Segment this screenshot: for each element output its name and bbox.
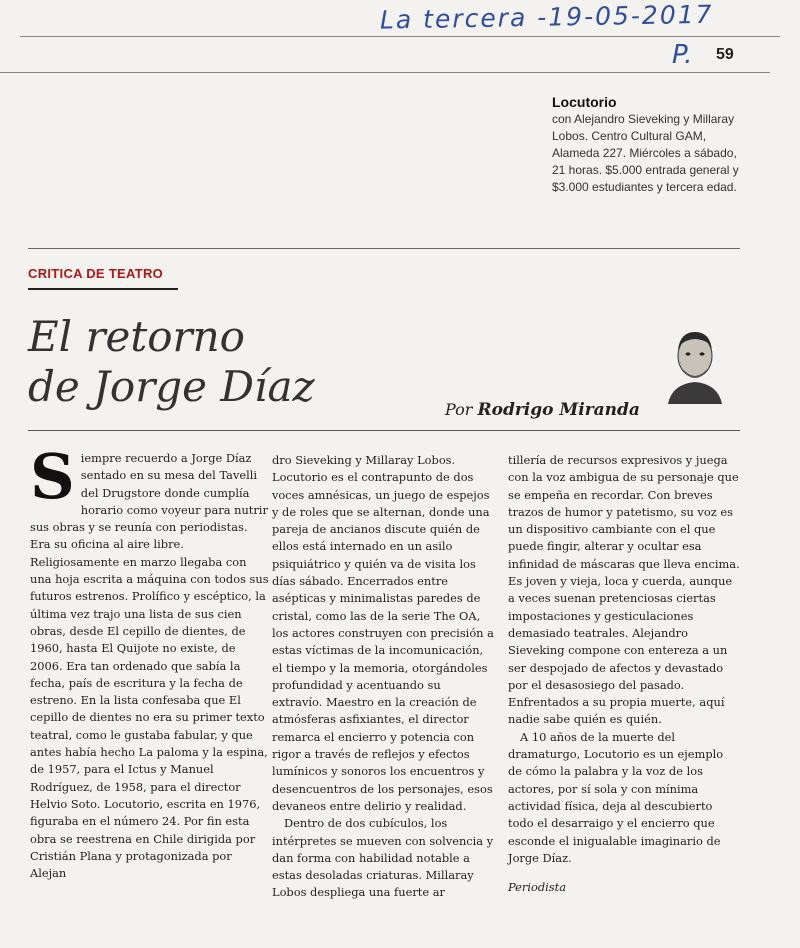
byline-author: Rodrigo Miranda [477, 400, 640, 420]
info-box [552, 94, 752, 196]
info-box-body: con Alejandro Sieveking y Millaray Lobos. Centro Cultural GAM, Alameda 227. Miércoles a sábado, 21 horas. $5.000 entrada general y $3.000 estudiantes y tercera edad. [552, 112, 739, 194]
page-number: 59 [716, 46, 734, 63]
handwritten-source-note: La tercera -19-05-2017 [379, 0, 714, 35]
column-3-paragraph-2: A 10 años de la muerte del dramaturgo, Locutorio es un ejemplo de cómo la palabra y la voz de los actores, por sí sola y con mínima actividad física, deja al descubierto todo el desarraigo y el encierro que esconde el inigualable imaginario de Jorge Díaz. [508, 729, 724, 865]
column-2-paragraph-1: dro Sieveking y Millaray Lobos. Locutorio es el contrapunto de dos voces amnésicas, un juego de espejos y de roles que se alternan, donde una pareja de ancianos discute quién de ellos está internado en un asilo psiquiátrico y quién va de visita los días sábado. Encerrados entre asépticas y minimalistas paredes de cristal, como las de la serie The OA, los actores construyen con precisión a estas víctimas de la incomunicación, el tiempo y la memoria, otorgándoles profundidad y acentuando su extravío. Maestro en la creación de atmósferas asfixiantes, el director remarca el encierro y potencia con rigor a través de reflejos y efectos lumínicos y sonoros los encuentros y desencuentros de los personajes, esos devaneos entre delirio y realidad. [272, 453, 494, 813]
article-top-rule [28, 248, 740, 249]
info-box-title: Locutorio [552, 94, 617, 110]
byline-rule [28, 430, 740, 431]
byline-prefix: Por [445, 400, 473, 419]
section-underline [28, 288, 178, 290]
headline-line-1: El retorno [28, 312, 245, 361]
article-column-2 [272, 452, 494, 902]
column-2-paragraph-2: Dentro de dos cubículos, los intérpretes se mueven con solvencia y dan forma con habilidad notable a estas desoladas criaturas. Millaray Lobos despliega una fuerte ar [272, 816, 494, 900]
author-signoff: Periodista [508, 880, 566, 895]
column-1-paragraph: iempre recuerdo a Jorge Díaz sentado en su mesa del Tavelli del Drugstore donde cumplía horario como voyeur para nutrir sus obras y se reunía con periodistas. Era su oficina al aire libre. Religiosamente en marzo llegaba con una hoja escrita a máquina con todos sus futuros estrenos. Prolífico y escéptico, la última vez trajo una lista de sus cien obras, desde El cepillo de dientes, de 1960, hasta El Quijote no existe, de 2006. Era tan ordenado que sabía la fecha, país de escritura y la fecha de estreno. En la lista confesaba que El cepillo de dientes no era su primer texto teatral, como le gustaba fabular, y que antes había hecho La paloma y la espina, de 1957, para el Ictus y Manuel Rodríguez, de 1958, para el director Helvio Soto. Locutorio, escrita en 1976, figuraba en el número 24. Por fin esta obra se reestrena en Chile dirigida por Cristián Plana y protagonizada por Alejan [30, 451, 269, 881]
section-label: CRITICA DE TEATRO [28, 266, 164, 281]
article-column-1 [30, 440, 270, 882]
column-3-paragraph-1: tillería de recursos expresivos y juega con la voz ambigua de su personaje que se empeña en recordar. Con breves trazos de humor y patetismo, su voz es un dispositivo cambiante con el que puede fingir, alterar y ocultar esa infinidad de máscaras que lleva encima. Es joven y vieja, loca y cuerda, aunque a veces suenan pretenciosas ciertas impostaciones y gesticulaciones demasiado teatrales. Alejandro Sieveking compone con entereza a un ser despojado de afectos y devastado por el desasosiego del pasado. Enfrentados a su propia muerte, aquí nadie sabe quién es quién. [508, 453, 740, 727]
handwritten-page-mark: P. [672, 40, 693, 70]
headline [28, 312, 448, 412]
byline [445, 400, 640, 420]
author-portrait [664, 326, 726, 404]
author-portrait-icon [664, 326, 726, 404]
top-rule [20, 36, 780, 37]
article-column-3 [508, 452, 740, 896]
headline-line-2: de Jorge Díaz [28, 362, 315, 411]
drop-cap: S [30, 440, 75, 513]
header-rule [0, 72, 770, 73]
